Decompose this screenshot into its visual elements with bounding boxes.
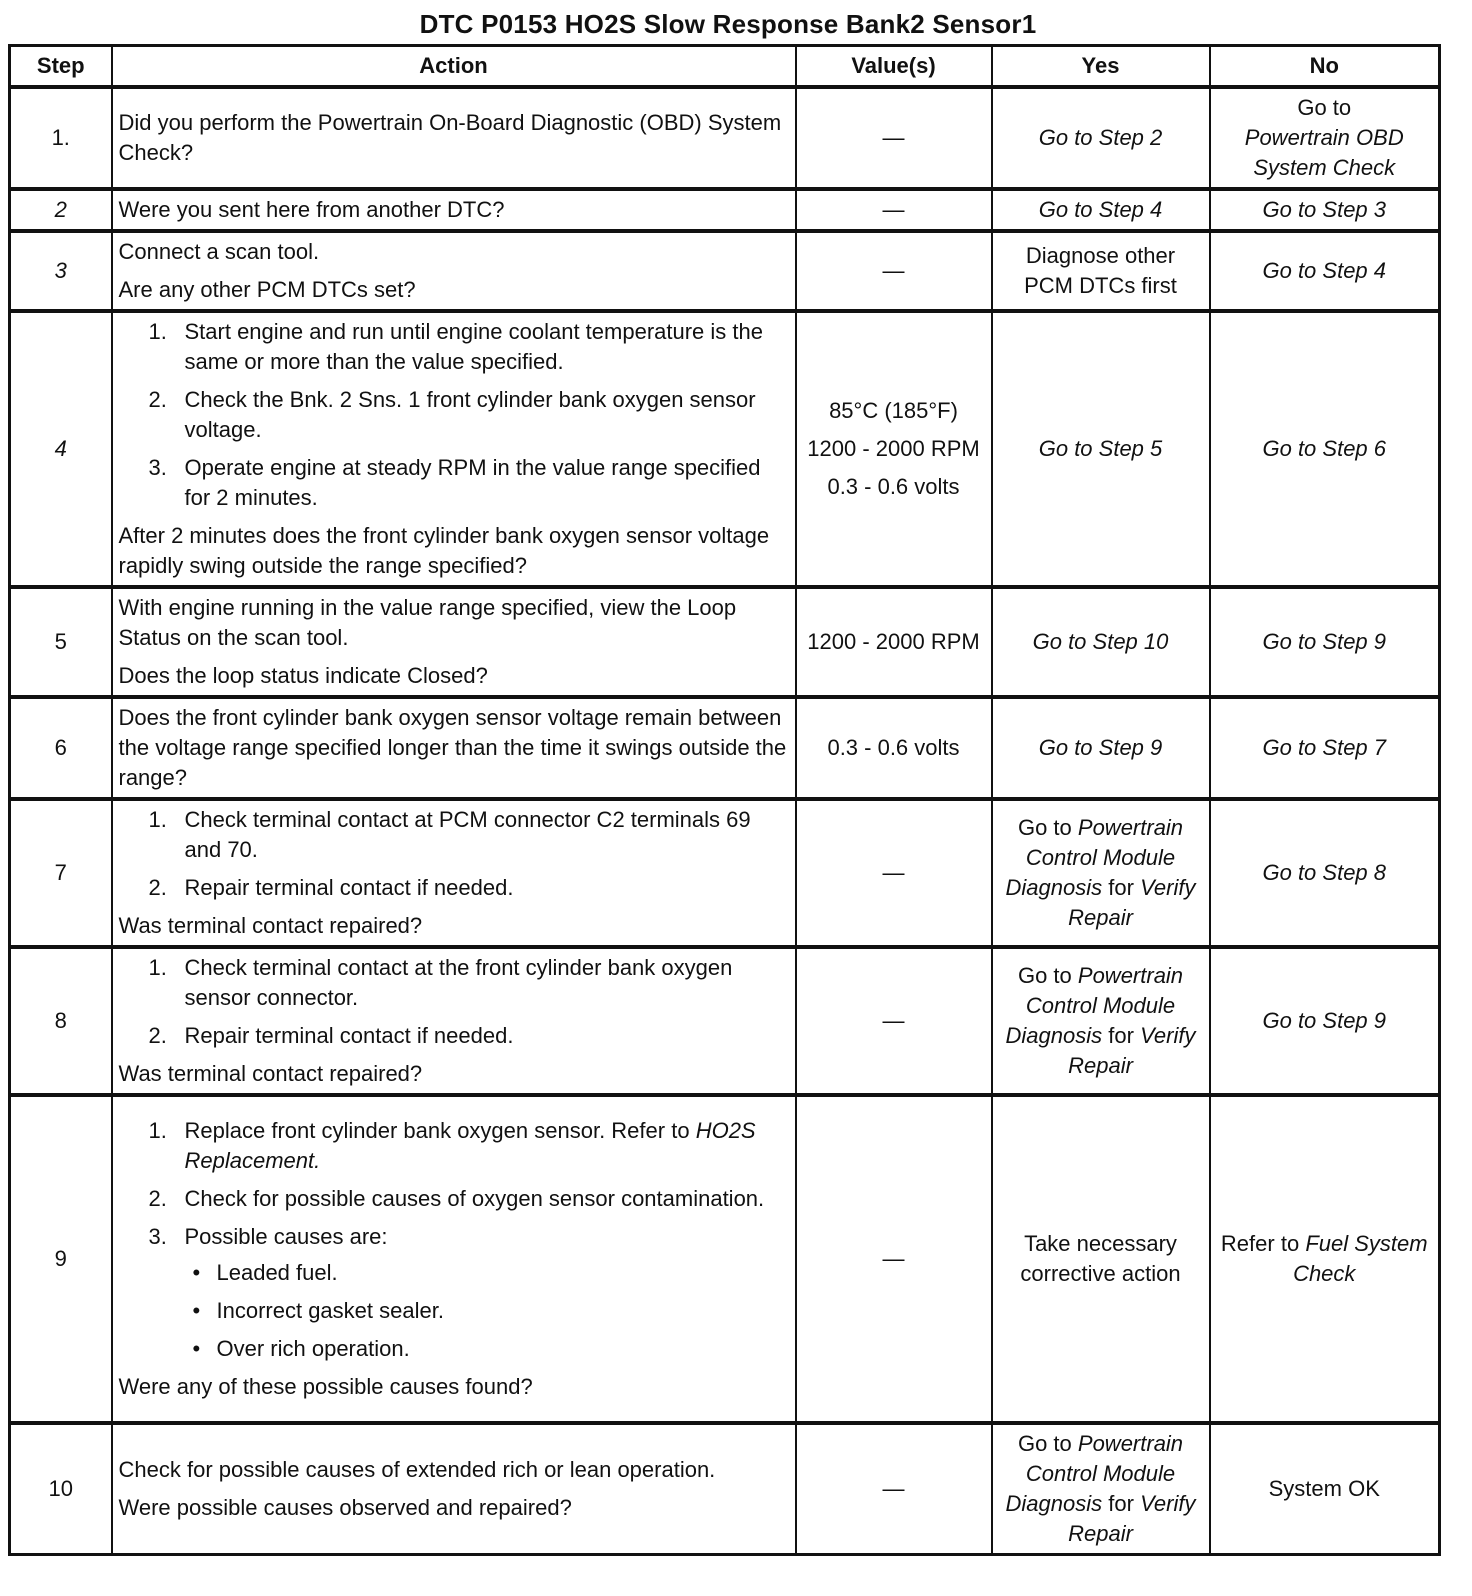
yes-cell: Go to Step 5	[992, 311, 1210, 587]
action-text: Check for possible causes of extended rich or lean operation.	[118, 1457, 716, 1482]
list-item: • Leaded fuel.	[217, 1258, 789, 1288]
table-row	[10, 587, 1440, 697]
no-cell: Go to Step 9	[1210, 947, 1440, 1095]
list-item: 1. Start engine and run until engine coolant temperature is the same or more than the value specified.	[148, 319, 763, 374]
table-row	[10, 231, 1440, 311]
value-cell: —	[796, 231, 992, 311]
yes-cell: Take necessary corrective action	[992, 1095, 1210, 1423]
list-item: 3. Possible causes are: • Leaded fuel. • Incorrect gasket sealer. • Over rich operation.	[185, 1222, 789, 1364]
step-number: 3	[10, 231, 112, 311]
yes-cell: Go to Powertrain Control Module Diagnosis for Verify Repair	[992, 947, 1210, 1095]
yes-cell: Go to Step 4	[992, 189, 1210, 231]
step-number: 5	[10, 587, 112, 697]
table-row	[10, 311, 1440, 587]
page-title: DTC P0153 HO2S Slow Response Bank2 Sensor1	[419, 9, 1037, 39]
yes-link-text: Verify Repair	[1068, 875, 1196, 930]
list-item: 2. Check the Bnk. 2 Sns. 1 front cylinder bank oxygen sensor voltage.	[148, 387, 756, 442]
yes-cell: Go to Step 10	[992, 587, 1210, 697]
table-row	[10, 189, 1440, 231]
step-number: 9	[10, 1095, 112, 1423]
value-cell: —	[796, 947, 992, 1095]
action-steps	[119, 317, 789, 513]
action-text: Does the front cylinder bank oxygen sensor voltage remain between the voltage range specified longer than the time it swings outside the range?	[118, 705, 787, 790]
action-cell	[112, 799, 796, 947]
bullet-icon: •	[192, 1298, 201, 1323]
header-step: Step	[10, 46, 112, 88]
no-text: Go to	[1297, 95, 1352, 120]
action-cell	[112, 87, 796, 189]
list-item: 2. Repair terminal contact if needed.	[148, 1023, 514, 1048]
table-row	[10, 947, 1440, 1095]
yes-link-text: Verify Repair	[1068, 1023, 1196, 1078]
list-item: 1. Check terminal contact at PCM connector C2 terminals 69 and 70.	[148, 807, 751, 862]
action-steps	[119, 805, 789, 903]
list-item: 1. Check terminal contact at the front cylinder bank oxygen sensor connector.	[148, 955, 733, 1010]
action-cell	[112, 189, 796, 231]
action-cell	[112, 231, 796, 311]
value-cell: —	[796, 1423, 992, 1555]
action-cell	[112, 311, 796, 587]
list-item: 1. Replace front cylinder bank oxygen sensor. Refer to HO2S Replacement.	[148, 1118, 756, 1173]
action-text: Did you perform the Powertrain On-Board Diagnostic (OBD) System Check?	[118, 110, 782, 165]
diagnostic-table	[8, 44, 1441, 1556]
cause-list	[185, 1258, 789, 1364]
header-values: Value(s)	[796, 46, 992, 88]
value-cell: —	[796, 87, 992, 189]
action-cell	[112, 587, 796, 697]
yes-cell: Go to Step 9	[992, 697, 1210, 799]
header-yes: Yes	[992, 46, 1210, 88]
no-cell: Go to Step 8	[1210, 799, 1440, 947]
list-item: • Over rich operation.	[217, 1334, 789, 1364]
table-row	[10, 1423, 1440, 1555]
value-rpm: 1200 - 2000 RPM	[807, 436, 980, 461]
value-cell: 1200 - 2000 RPM	[796, 587, 992, 697]
step-number: 7	[10, 799, 112, 947]
value-cell	[796, 311, 992, 587]
value-cell: —	[796, 189, 992, 231]
no-link-text: Fuel System Check	[1293, 1231, 1428, 1286]
action-cell	[112, 1423, 796, 1555]
value-voltage: 0.3 - 0.6 volts	[827, 474, 960, 499]
header-no: No	[1210, 46, 1440, 88]
no-cell: Go to Step 4	[1210, 231, 1440, 311]
action-cell	[112, 947, 796, 1095]
no-link-text: Powertrain OBD System Check	[1244, 125, 1404, 180]
action-question: Were any of these possible causes found?	[118, 1374, 533, 1399]
yes-link-text: Powertrain Control Module Diagnosis	[1005, 963, 1184, 1048]
table-row	[10, 87, 1440, 189]
action-question: Does the loop status indicate Closed?	[118, 663, 488, 688]
yes-link-text: Powertrain Control Module Diagnosis	[1005, 815, 1184, 900]
table-row	[10, 697, 1440, 799]
no-cell: Go to Step 3	[1210, 189, 1440, 231]
step-number: 8	[10, 947, 112, 1095]
table-row	[10, 1095, 1440, 1423]
action-question: Was terminal contact repaired?	[118, 1061, 423, 1086]
no-cell: Refer to Fuel System Check	[1210, 1095, 1440, 1423]
yes-link-text: Powertrain Control Module Diagnosis	[1005, 1431, 1184, 1516]
no-cell: Go to Step 6	[1210, 311, 1440, 587]
list-item: 2. Check for possible causes of oxygen sensor contamination.	[148, 1186, 765, 1211]
action-question: Was terminal contact repaired?	[118, 913, 423, 938]
action-question: Are any other PCM DTCs set?	[118, 277, 416, 302]
step-number: 2	[10, 189, 112, 231]
table-row	[10, 799, 1440, 947]
value-cell: 0.3 - 0.6 volts	[796, 697, 992, 799]
action-text: Connect a scan tool.	[118, 239, 320, 264]
step-number: 6	[10, 697, 112, 799]
yes-cell: Go to Powertrain Control Module Diagnosis for Verify Repair	[992, 799, 1210, 947]
yes-link-text: Verify Repair	[1068, 1491, 1196, 1546]
no-cell: System OK	[1210, 1423, 1440, 1555]
value-cell: —	[796, 799, 992, 947]
action-question: After 2 minutes does the front cylinder bank oxygen sensor voltage rapidly swing outside the range specified?	[118, 523, 770, 578]
no-cell: Go to Step 9	[1210, 587, 1440, 697]
step-number: 1.	[10, 87, 112, 189]
list-item: 3. Operate engine at steady RPM in the value range specified for 2 minutes.	[148, 455, 761, 510]
yes-cell: Diagnose other PCM DTCs first	[992, 231, 1210, 311]
action-steps	[119, 1116, 789, 1364]
list-item: • Incorrect gasket sealer.	[217, 1296, 789, 1326]
action-question: Were possible causes observed and repaired?	[118, 1495, 572, 1520]
yes-cell: Go to Step 2	[992, 87, 1210, 189]
action-cell	[112, 1095, 796, 1423]
yes-cell: Go to Powertrain Control Module Diagnosis for Verify Repair	[992, 1423, 1210, 1555]
action-text: Were you sent here from another DTC?	[118, 197, 505, 222]
no-cell	[1210, 87, 1440, 189]
list-item: 2. Repair terminal contact if needed.	[148, 875, 514, 900]
step-number: 4	[10, 311, 112, 587]
step-number: 10	[10, 1423, 112, 1555]
table-header-row	[10, 46, 1440, 88]
reference-text: HO2S Replacement.	[184, 1118, 756, 1173]
action-text: With engine running in the value range specified, view the Loop Status on the scan tool.	[118, 595, 737, 650]
action-steps	[119, 953, 789, 1051]
action-cell	[112, 697, 796, 799]
header-action: Action	[112, 46, 796, 88]
no-cell: Go to Step 7	[1210, 697, 1440, 799]
value-temperature: 85°C (185°F)	[829, 398, 958, 423]
bullet-icon: •	[192, 1260, 201, 1285]
value-cell: —	[796, 1095, 992, 1423]
bullet-icon: •	[192, 1336, 201, 1361]
